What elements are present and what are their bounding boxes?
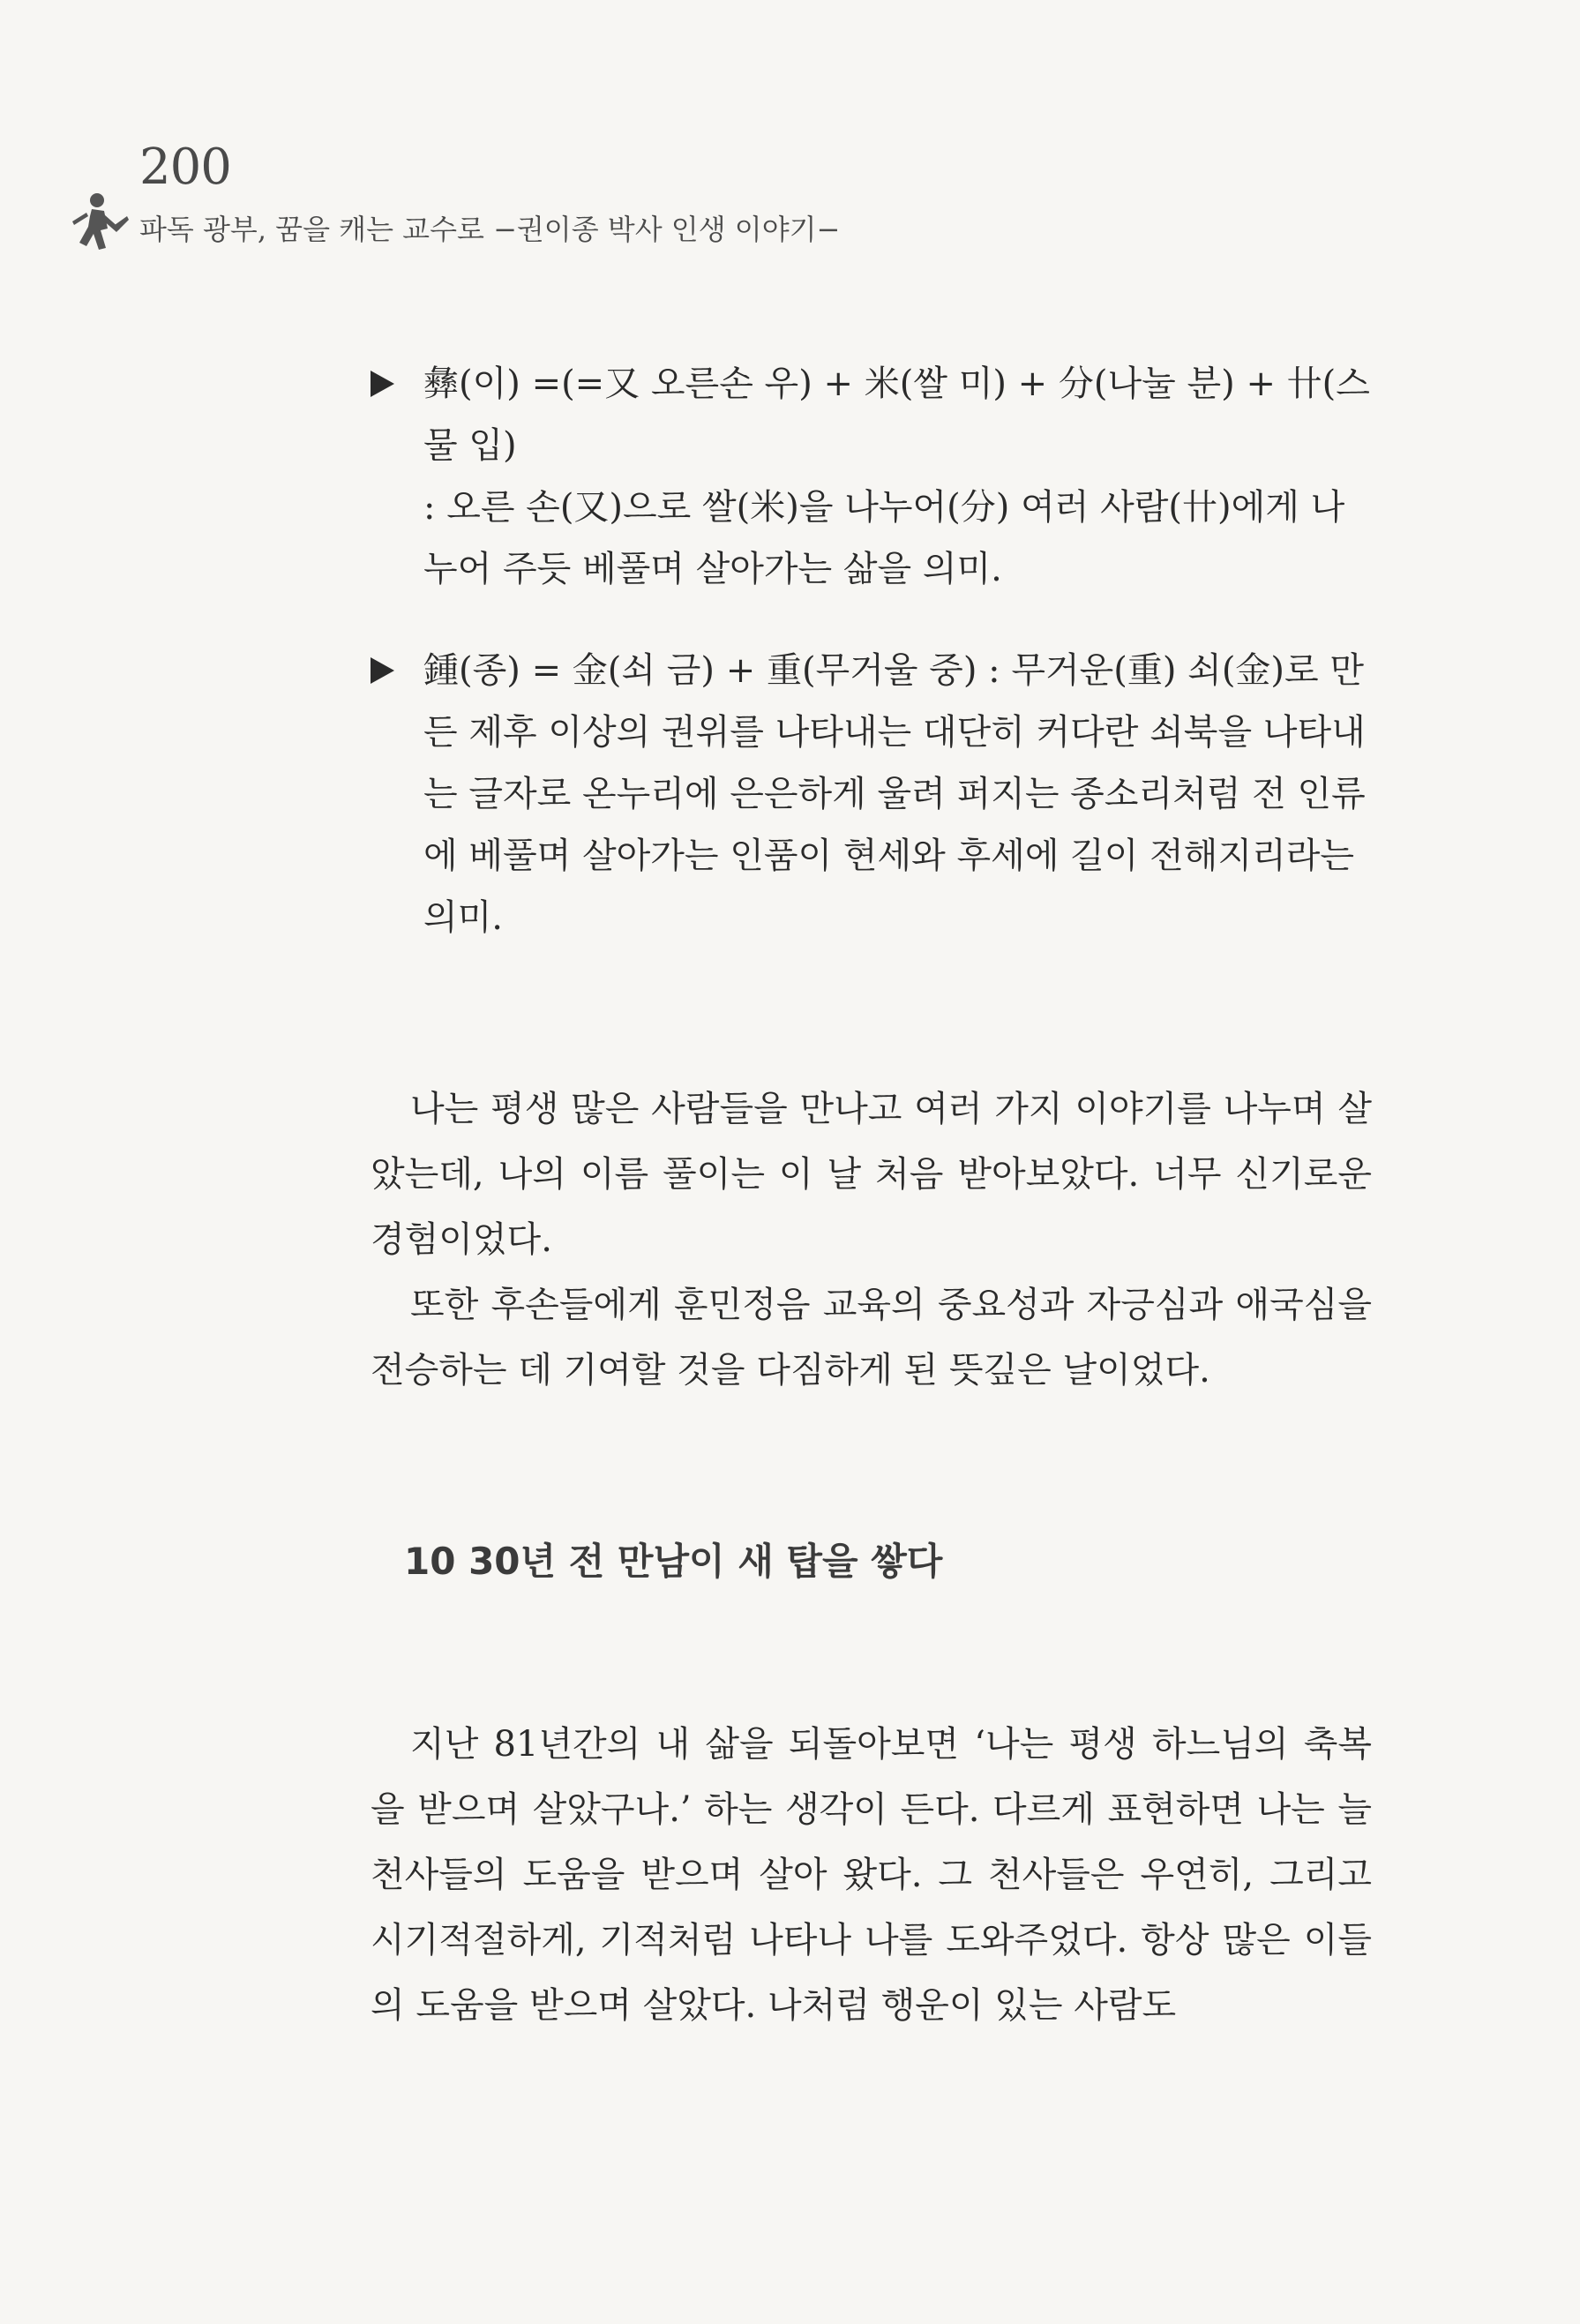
definition-item <box>371 353 1372 600</box>
triangle-bullet-icon <box>371 657 394 684</box>
definition-item <box>371 640 1372 948</box>
body-paragraph: 또한 후손들에게 훈민정음 교육의 중요성과 자긍심과 애국심을 전승하는 데 기여할 것을 다짐하게 된 뜻깊은 날이었다. <box>371 1285 1372 1391</box>
miner-walking-icon <box>62 190 132 260</box>
page-header <box>62 141 1032 256</box>
definition-formula: 彝(이) =(=又 오른손 우) + 米(쌀 미) + 分(나눌 분) + 卄(스물 입) <box>423 364 1370 466</box>
page-body <box>371 353 1372 2038</box>
section-paragraph: 지난 81년간의 내 삶을 되돌아보면 ‘나는 평생 하느님의 축복을 받으며 살았구나.’ 하는 생각이 든다. 다르게 표현하면 나는 늘 천사들의 도움을 받으며 살아 왔다. 그 천사들은 우연히, 그리고 시기적절하게, 기적처럼 나타나 나를 도와주었다. 항상 많은 이들의 도움을 받으며 살았다. 나처럼 행운이 있는 사람도 <box>371 1724 1372 2026</box>
section-heading: 10 30년 전 만남이 새 탑을 쌓다 <box>404 1540 943 1583</box>
definition-text: 鍾(종) = 金(쇠 금) + 重(무거울 중) : 무거운(重) 쇠(金)로 만든 제후 이상의 권위를 나타내는 대단히 커다란 쇠북을 나타내는 글자로 온누리에 은은하게 울려 퍼지는 종소리처럼 전 인류에 베풀며 살아가는 인품이 현세와 후세에 길이 전해지리라는 의미. <box>423 650 1366 938</box>
triangle-bullet-icon <box>371 371 394 397</box>
running-title: 파독 광부, 꿈을 캐는 교수로 −권이종 박사 인생 이야기− <box>139 213 841 246</box>
body-paragraph: 나는 평생 많은 사람들을 만나고 여러 가지 이야기를 나누며 살았는데, 나의 이름 풀이는 이 날 처음 받아보았다. 너무 신기로운 경험이었다. <box>371 1089 1372 1260</box>
page-number: 200 <box>139 139 231 196</box>
definition-meaning: : 오른 손(又)으로 쌀(米)을 나누어(分) 여러 사람(卄)에게 나누어 주듯 베풀며 살아가는 삶을 의미. <box>423 487 1345 589</box>
